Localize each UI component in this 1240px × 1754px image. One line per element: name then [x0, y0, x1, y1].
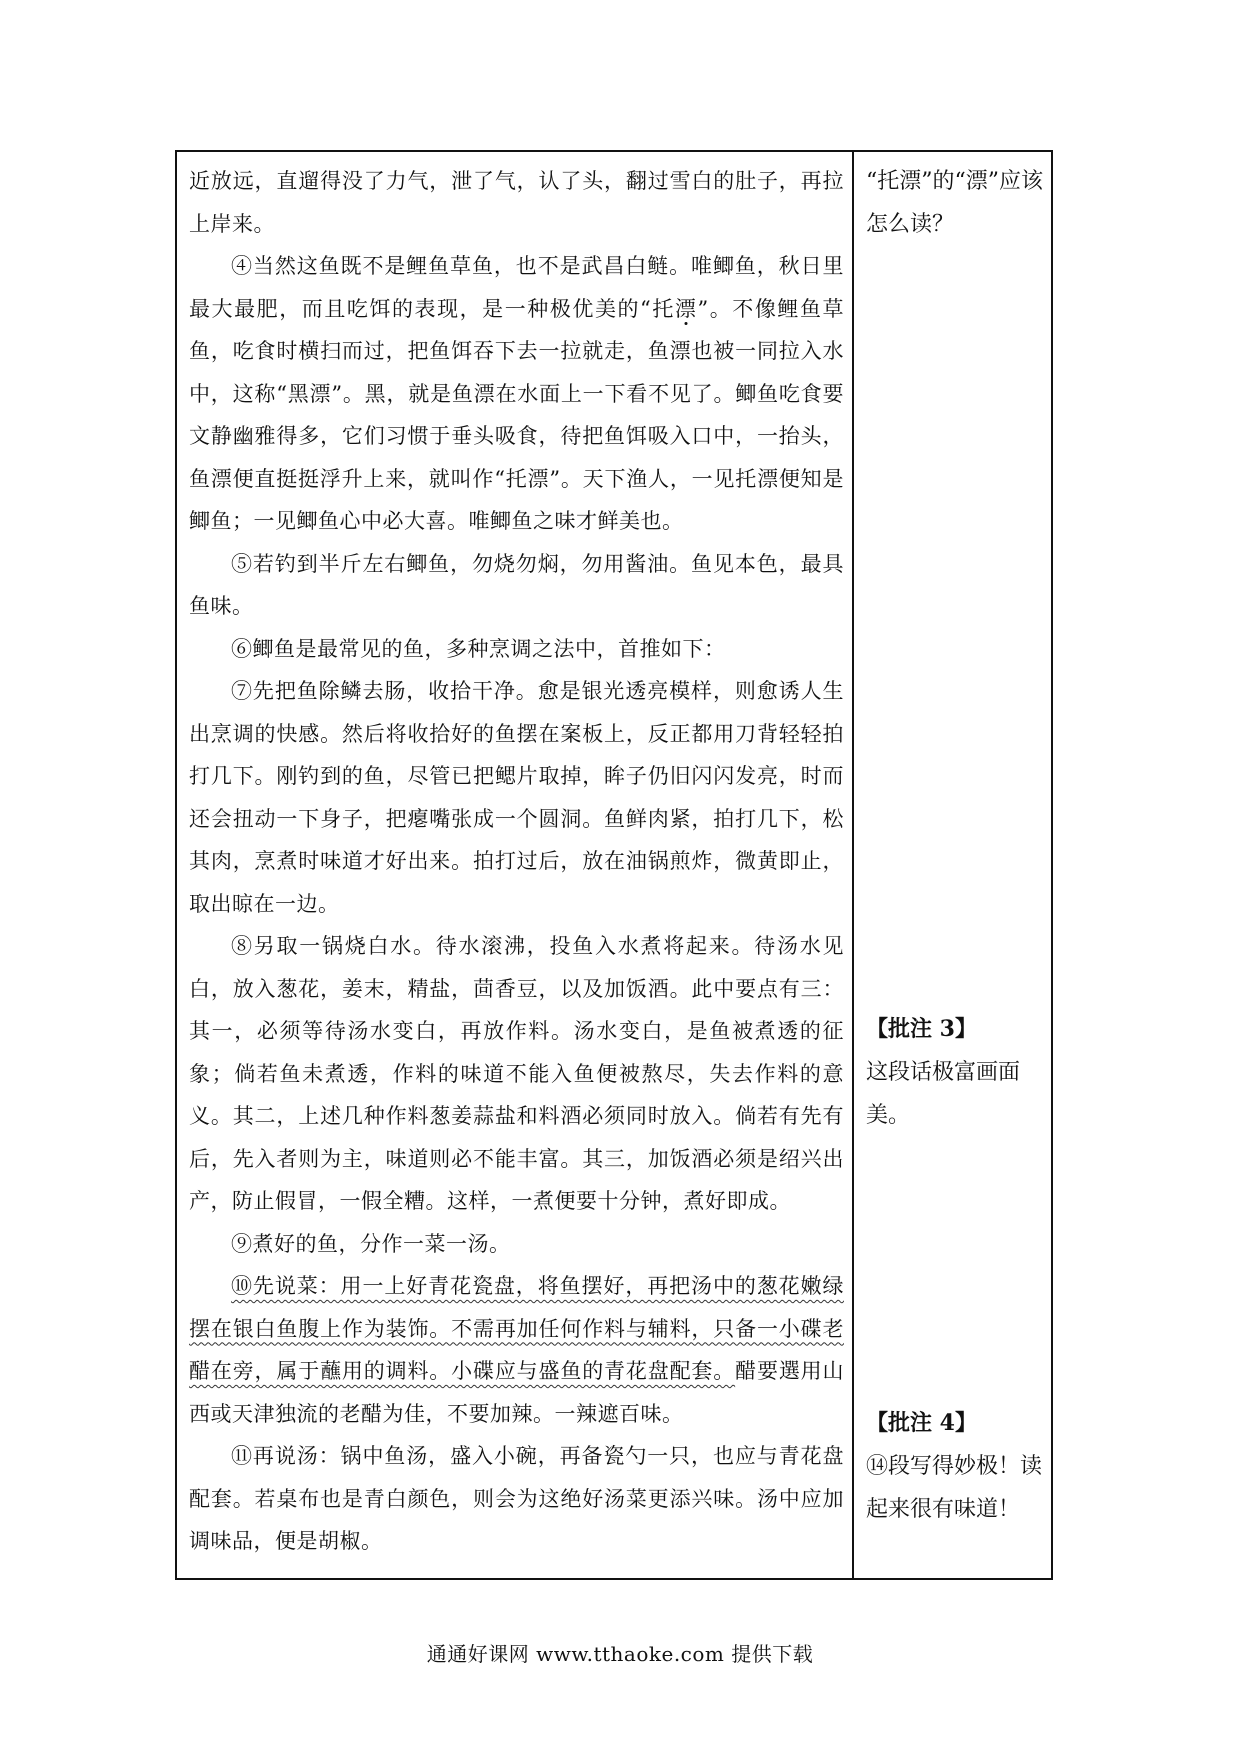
paragraph-10: [189, 1265, 844, 1435]
annotation-3: [866, 1008, 1046, 1137]
annotation-4-label: 【批注 4】: [866, 1410, 977, 1436]
paragraph-continued: 近放远，直遛得没了力气，泄了气，认了头，翻过雪白的肚子，再拉上岸来。: [189, 169, 844, 236]
paragraph-5: ⑤若钓到半斤左右鲫鱼，勿烧勿焖，勿用酱油。鱼见本色，最具鱼味。: [189, 551, 844, 618]
paragraph-7: ⑦先把鱼除鳞去肠，收拾干净。愈是银光透亮模样，则愈诱人生出烹调的快感。然后将收拾好的鱼摆在案板上，反正都用刀背轻轻拍打几下。刚钓到的鱼，尽管已把鳃片取掉，眸子仍旧闪闪发亮，时而还会扭动一下身子，把瘪嘴张成一个圆洞。鱼鲜肉紧，拍打几下，松其肉，烹煮时味道才好出来。拍打过后，放在油锅煎炸，微黄即止，取出晾在一边。: [189, 679, 844, 916]
paragraph-4-part-a: ④当然这鱼既不是鲤鱼草鱼，也不是武昌白鲢。唯鲫鱼，秋日里最大最肥，而且吃饵的表现，是一种极优美的“托: [189, 254, 844, 321]
paragraph-11: ⑪再说汤：锅中鱼汤，盛入小碗，再备瓷勺一只，也应与青花盘配套。若桌布也是青白颜色，则会为这绝好汤菜更添兴味。汤中应加调味品，便是胡椒。: [189, 1444, 844, 1553]
side-question-text: “托漂”的“漂”应该怎么读？: [866, 169, 1043, 237]
annotation-4-text: ⑭段写得妙极！读起来很有味道！: [866, 1454, 1043, 1522]
main-text-column: [177, 152, 852, 1578]
paragraph-10-wavy-underlined: ⑩先说菜：用一上好青花瓷盘，将鱼摆好，再把汤中的葱花嫩绿摆在银白鱼腹上作为装饰。不需再加任何作料与辅料，只备一小碟老醋在旁，属于蘸用的调料。小碟应与盛鱼的青花盘配套。: [189, 1274, 844, 1383]
annotation-3-text: 这段话极富画面美。: [866, 1060, 1021, 1128]
annotation-4: [866, 1402, 1046, 1531]
emphasized-char-piao: 漂: [674, 296, 698, 321]
paragraph-9: ⑨煮好的鱼，分作一菜一汤。: [231, 1231, 511, 1256]
annotation-3-label: 【批注 3】: [866, 1016, 977, 1042]
paragraph-6: ⑥鲫鱼是最常见的鱼，多种烹调之法中，首推如下：: [231, 636, 726, 661]
paragraph-4: [189, 245, 844, 543]
paragraph-8: ⑧另取一锅烧白水。待水滚沸，投鱼入水煮将起来。待汤水见白，放入葱花，姜末，精盐，茴香豆，以及加饭酒。此中要点有三：其一，必须等待汤水变白，再放作料。汤水变白，是鱼被煮透的征象；倘若鱼未煮透，作料的味道不能入鱼便被熬尽，失去作料的意义。其二，上述几种作料葱姜蒜盐和料酒必须同时放入。倘若有先有后，先入者则为主，味道则必不能丰富。其三，加饭酒必须是绍兴出产，防止假冒，一假全糟。这样，一煮便要十分钟，煮好即成。: [189, 934, 844, 1213]
annotation-column: [854, 152, 1053, 1578]
side-question: [866, 160, 1047, 246]
paragraph-4-part-b: ”。不像鲤鱼草鱼，吃食时横扫而过，把鱼饵吞下去一拉就走，鱼漂也被一同拉入水中，这称“黑漂”。黑，就是鱼漂在水面上一下看不见了。鲫鱼吃食要文静幽雅得多，它们习惯于垂头吸食，待把鱼饵吸入口中，一抬头，鱼漂便直挺挺浮升上来，就叫作“托漂”。天下渔人，一见托漂便知是鲫鱼；一见鲫鱼心中必大喜。唯鲫鱼之味才鲜美也。: [189, 296, 845, 533]
footer-credit: 通通好课网 www.tthaoke.com 提供下载: [426, 1642, 814, 1666]
annotation-table: [175, 150, 1053, 1580]
paragraph-10-rest: 醋要選用山西或天津独流的老醋为佳，不要加辣。一辣遮百味。: [189, 1359, 845, 1426]
